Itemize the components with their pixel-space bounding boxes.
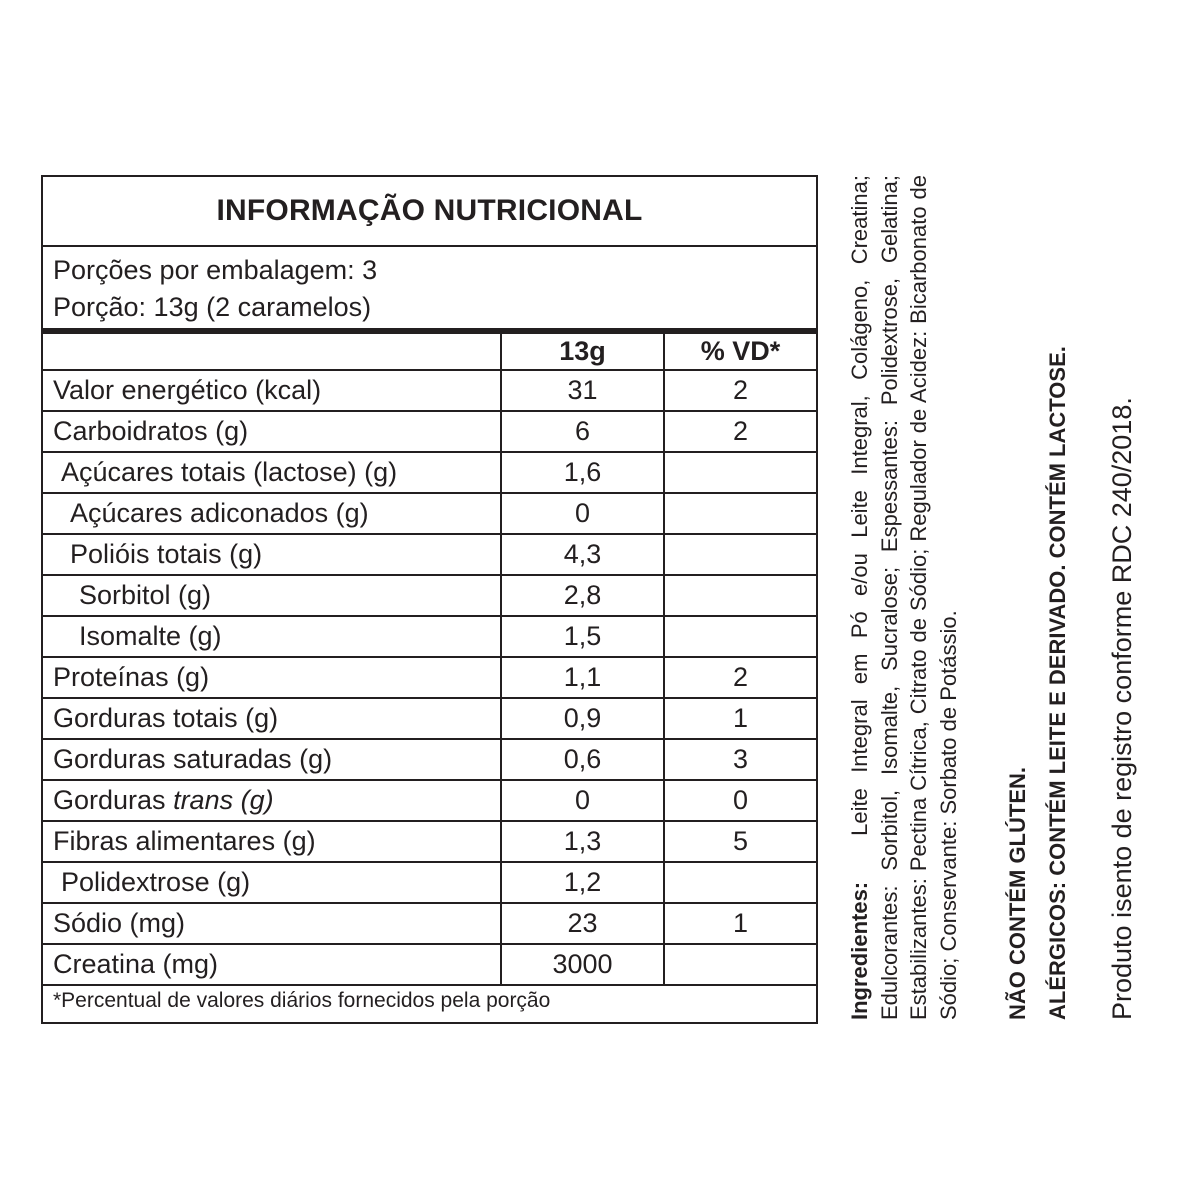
- table-row: [43, 535, 816, 576]
- table-row: [43, 453, 816, 494]
- ingredients-text: [845, 175, 963, 1020]
- nutrient-daily-value: 2: [663, 412, 816, 451]
- nutrient-amount: 1,3: [500, 822, 663, 861]
- nutrient-label: Açúcares adiconados (g): [70, 498, 369, 528]
- ingredients-list: Leite Integral em Pó e/ou Leite Integral, Colágeno, Creatina; Edulcorantes: Sorbitol, Isomalte, Sucralose; Espessantes: Polidextrose, Gelatina; Estabilizantes: Pectina Cítrica, Citrato de Sódio; Regulador de Acidez: Bicarbonato de Sódio; Conservante: Sorbato de Potássio.: [847, 175, 961, 1020]
- table-row: [43, 658, 816, 699]
- nutrient-amount: 3000: [500, 945, 663, 984]
- nutrient-label: Creatina (mg): [53, 949, 219, 979]
- table-row: [43, 740, 816, 781]
- nutrient-daily-value: [663, 863, 816, 902]
- table-row: [43, 699, 816, 740]
- nutrient-name: [43, 781, 500, 820]
- nutrient-amount: 4,3: [500, 535, 663, 574]
- nutrient-label: Sódio (mg): [53, 908, 186, 938]
- nutrient-name: [43, 740, 500, 779]
- header-amount: 13g: [500, 334, 663, 369]
- servings-per-package: Porções por embalagem: 3: [53, 255, 378, 285]
- table-row: [43, 494, 816, 535]
- table-row: [43, 863, 816, 904]
- table-row: [43, 371, 816, 412]
- nutrient-name: [43, 822, 500, 861]
- nutrient-amount: 1,1: [500, 658, 663, 697]
- nutrient-name: [43, 617, 500, 656]
- table-row: [43, 781, 816, 822]
- nutrient-amount: 0: [500, 494, 663, 533]
- nutrient-name: [43, 658, 500, 697]
- nutrient-amount: 1,6: [500, 453, 663, 492]
- allergen-warning: ALÉRGICOS: CONTÉM LEITE E DERIVADO. CONTÉM LACTOSE.: [1045, 346, 1070, 1020]
- nutrition-title: INFORMAÇÃO NUTRICIONAL: [43, 177, 816, 247]
- table-row: [43, 904, 816, 945]
- nutrient-label: Açúcares totais (lactose) (g): [61, 457, 398, 487]
- nutrient-amount: 2,8: [500, 576, 663, 615]
- nutrient-name: [43, 576, 500, 615]
- nutrient-amount: 1,2: [500, 863, 663, 902]
- nutrient-label: Gorduras: [53, 785, 174, 815]
- nutrition-facts-panel: [41, 175, 818, 1024]
- nutrient-label-italic: trans (g): [173, 785, 274, 815]
- nutrient-label: Carboidratos (g): [53, 416, 249, 446]
- nutrient-name: [43, 412, 500, 451]
- nutrient-name: [43, 371, 500, 410]
- nutrient-name: [43, 453, 500, 492]
- nutrient-name: [43, 904, 500, 943]
- nutrient-daily-value: 1: [663, 699, 816, 738]
- nutrient-daily-value: 3: [663, 740, 816, 779]
- nutrient-amount: 6: [500, 412, 663, 451]
- nutrient-name: [43, 494, 500, 533]
- nutrient-daily-value: [663, 576, 816, 615]
- nutrient-label: Fibras alimentares (g): [53, 826, 316, 856]
- nutrient-amount: 0,6: [500, 740, 663, 779]
- nutrient-daily-value: 0: [663, 781, 816, 820]
- nutrient-label: Sorbitol (g): [79, 580, 212, 610]
- table-header-row: [43, 334, 816, 371]
- footnote: *Percentual de valores diários fornecidos pela porção: [53, 989, 551, 1012]
- nutrient-daily-value: [663, 494, 816, 533]
- nutrient-daily-value: 2: [663, 658, 816, 697]
- header-daily-value: % VD*: [663, 334, 816, 369]
- ingredients-label: Ingredientes:: [847, 881, 872, 1020]
- nutrient-daily-value: 1: [663, 904, 816, 943]
- nutrient-daily-value: [663, 453, 816, 492]
- table-row: [43, 945, 816, 986]
- nutrient-label: Gorduras totais (g): [53, 703, 279, 733]
- nutrient-label: Polióis totais (g): [70, 539, 263, 569]
- table-row: [43, 617, 816, 658]
- nutrient-amount: 0,9: [500, 699, 663, 738]
- header-nutrient: [43, 334, 500, 369]
- registration-note: Produto isento de registro conforme RDC 240/2018.: [1107, 397, 1137, 1020]
- nutrient-label: Proteínas (g): [53, 662, 210, 692]
- nutrient-daily-value: [663, 945, 816, 984]
- nutrition-table: [43, 334, 816, 984]
- nutrient-name: [43, 699, 500, 738]
- nutrient-amount: 23: [500, 904, 663, 943]
- nutrient-daily-value: 5: [663, 822, 816, 861]
- table-row: [43, 576, 816, 617]
- nutrient-daily-value: 2: [663, 371, 816, 410]
- nutrient-amount: 31: [500, 371, 663, 410]
- nutrient-daily-value: [663, 617, 816, 656]
- table-row: [43, 412, 816, 453]
- serving-size: Porção: 13g (2 caramelos): [53, 292, 372, 322]
- nutrient-label: Polidextrose (g): [61, 867, 251, 897]
- nutrient-label: Gorduras saturadas (g): [53, 744, 333, 774]
- nutrient-amount: 0: [500, 781, 663, 820]
- nutrient-amount: 1,5: [500, 617, 663, 656]
- nutrient-label: Valor energético (kcal): [53, 375, 322, 405]
- table-row: [43, 822, 816, 863]
- gluten-warning: NÃO CONTÉM GLÚTEN.: [1005, 767, 1030, 1020]
- nutrient-name: [43, 863, 500, 902]
- nutrient-name: [43, 535, 500, 574]
- nutrient-daily-value: [663, 535, 816, 574]
- nutrient-name: [43, 945, 500, 984]
- nutrient-label: Isomalte (g): [79, 621, 222, 651]
